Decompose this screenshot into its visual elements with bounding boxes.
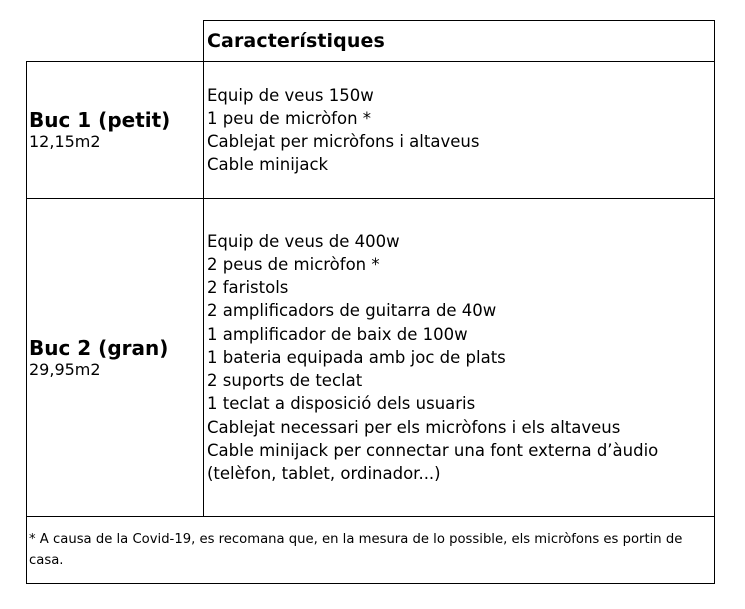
list-item: 1 peu de micròfon *	[207, 108, 372, 128]
booth-1-features-cell	[203, 61, 715, 199]
booth-2-label-cell	[26, 198, 204, 517]
booth-1-label-cell	[26, 61, 204, 199]
list-item: Cable minijack	[207, 155, 329, 175]
covid-footnote: * A causa de la Covid-19, es recomana que, en la mesura de lo possible, els micròfons es portin de casa.	[29, 532, 683, 568]
list-item: 2 faristols	[207, 278, 289, 298]
booth-2-features-cell	[203, 198, 715, 517]
list-item: (telèfon, tablet, ordinador...)	[207, 463, 441, 483]
booth-1-name: Buc 1 (petit)	[29, 108, 171, 132]
booth-1-area: 12,15m2	[29, 132, 101, 151]
booth-1-feature-list	[207, 84, 714, 177]
footnote-cell	[26, 516, 715, 584]
table-header-title: Característiques	[207, 30, 385, 52]
list-item: Cable minijack per connectar una font externa d’àudio	[207, 440, 659, 460]
booth-2-area: 29,95m2	[29, 359, 101, 379]
list-item: 2 suports de teclat	[207, 371, 363, 391]
list-item: Cablejat per micròfons i altaveus	[207, 132, 480, 151]
list-item: 1 teclat a disposició dels usuaris	[207, 394, 476, 414]
list-item: 2 amplificadors de guitarra de 40w	[207, 301, 497, 321]
list-item: 2 peus de micròfon *	[207, 255, 380, 275]
list-item: Cablejat necessari per els micròfons i els altaveus	[207, 417, 621, 437]
booth-2-name: Buc 2 (gran)	[29, 335, 169, 360]
equipment-table	[26, 20, 715, 584]
list-item: Equip de veus 150w	[207, 85, 374, 105]
list-item: 1 amplificador de baix de 100w	[207, 324, 468, 344]
list-item: Equip de veus de 400w	[207, 231, 400, 251]
table-header-cell	[203, 20, 715, 62]
booth-2-feature-list	[207, 230, 714, 485]
list-item: 1 bateria equipada amb joc de plats	[207, 347, 506, 367]
